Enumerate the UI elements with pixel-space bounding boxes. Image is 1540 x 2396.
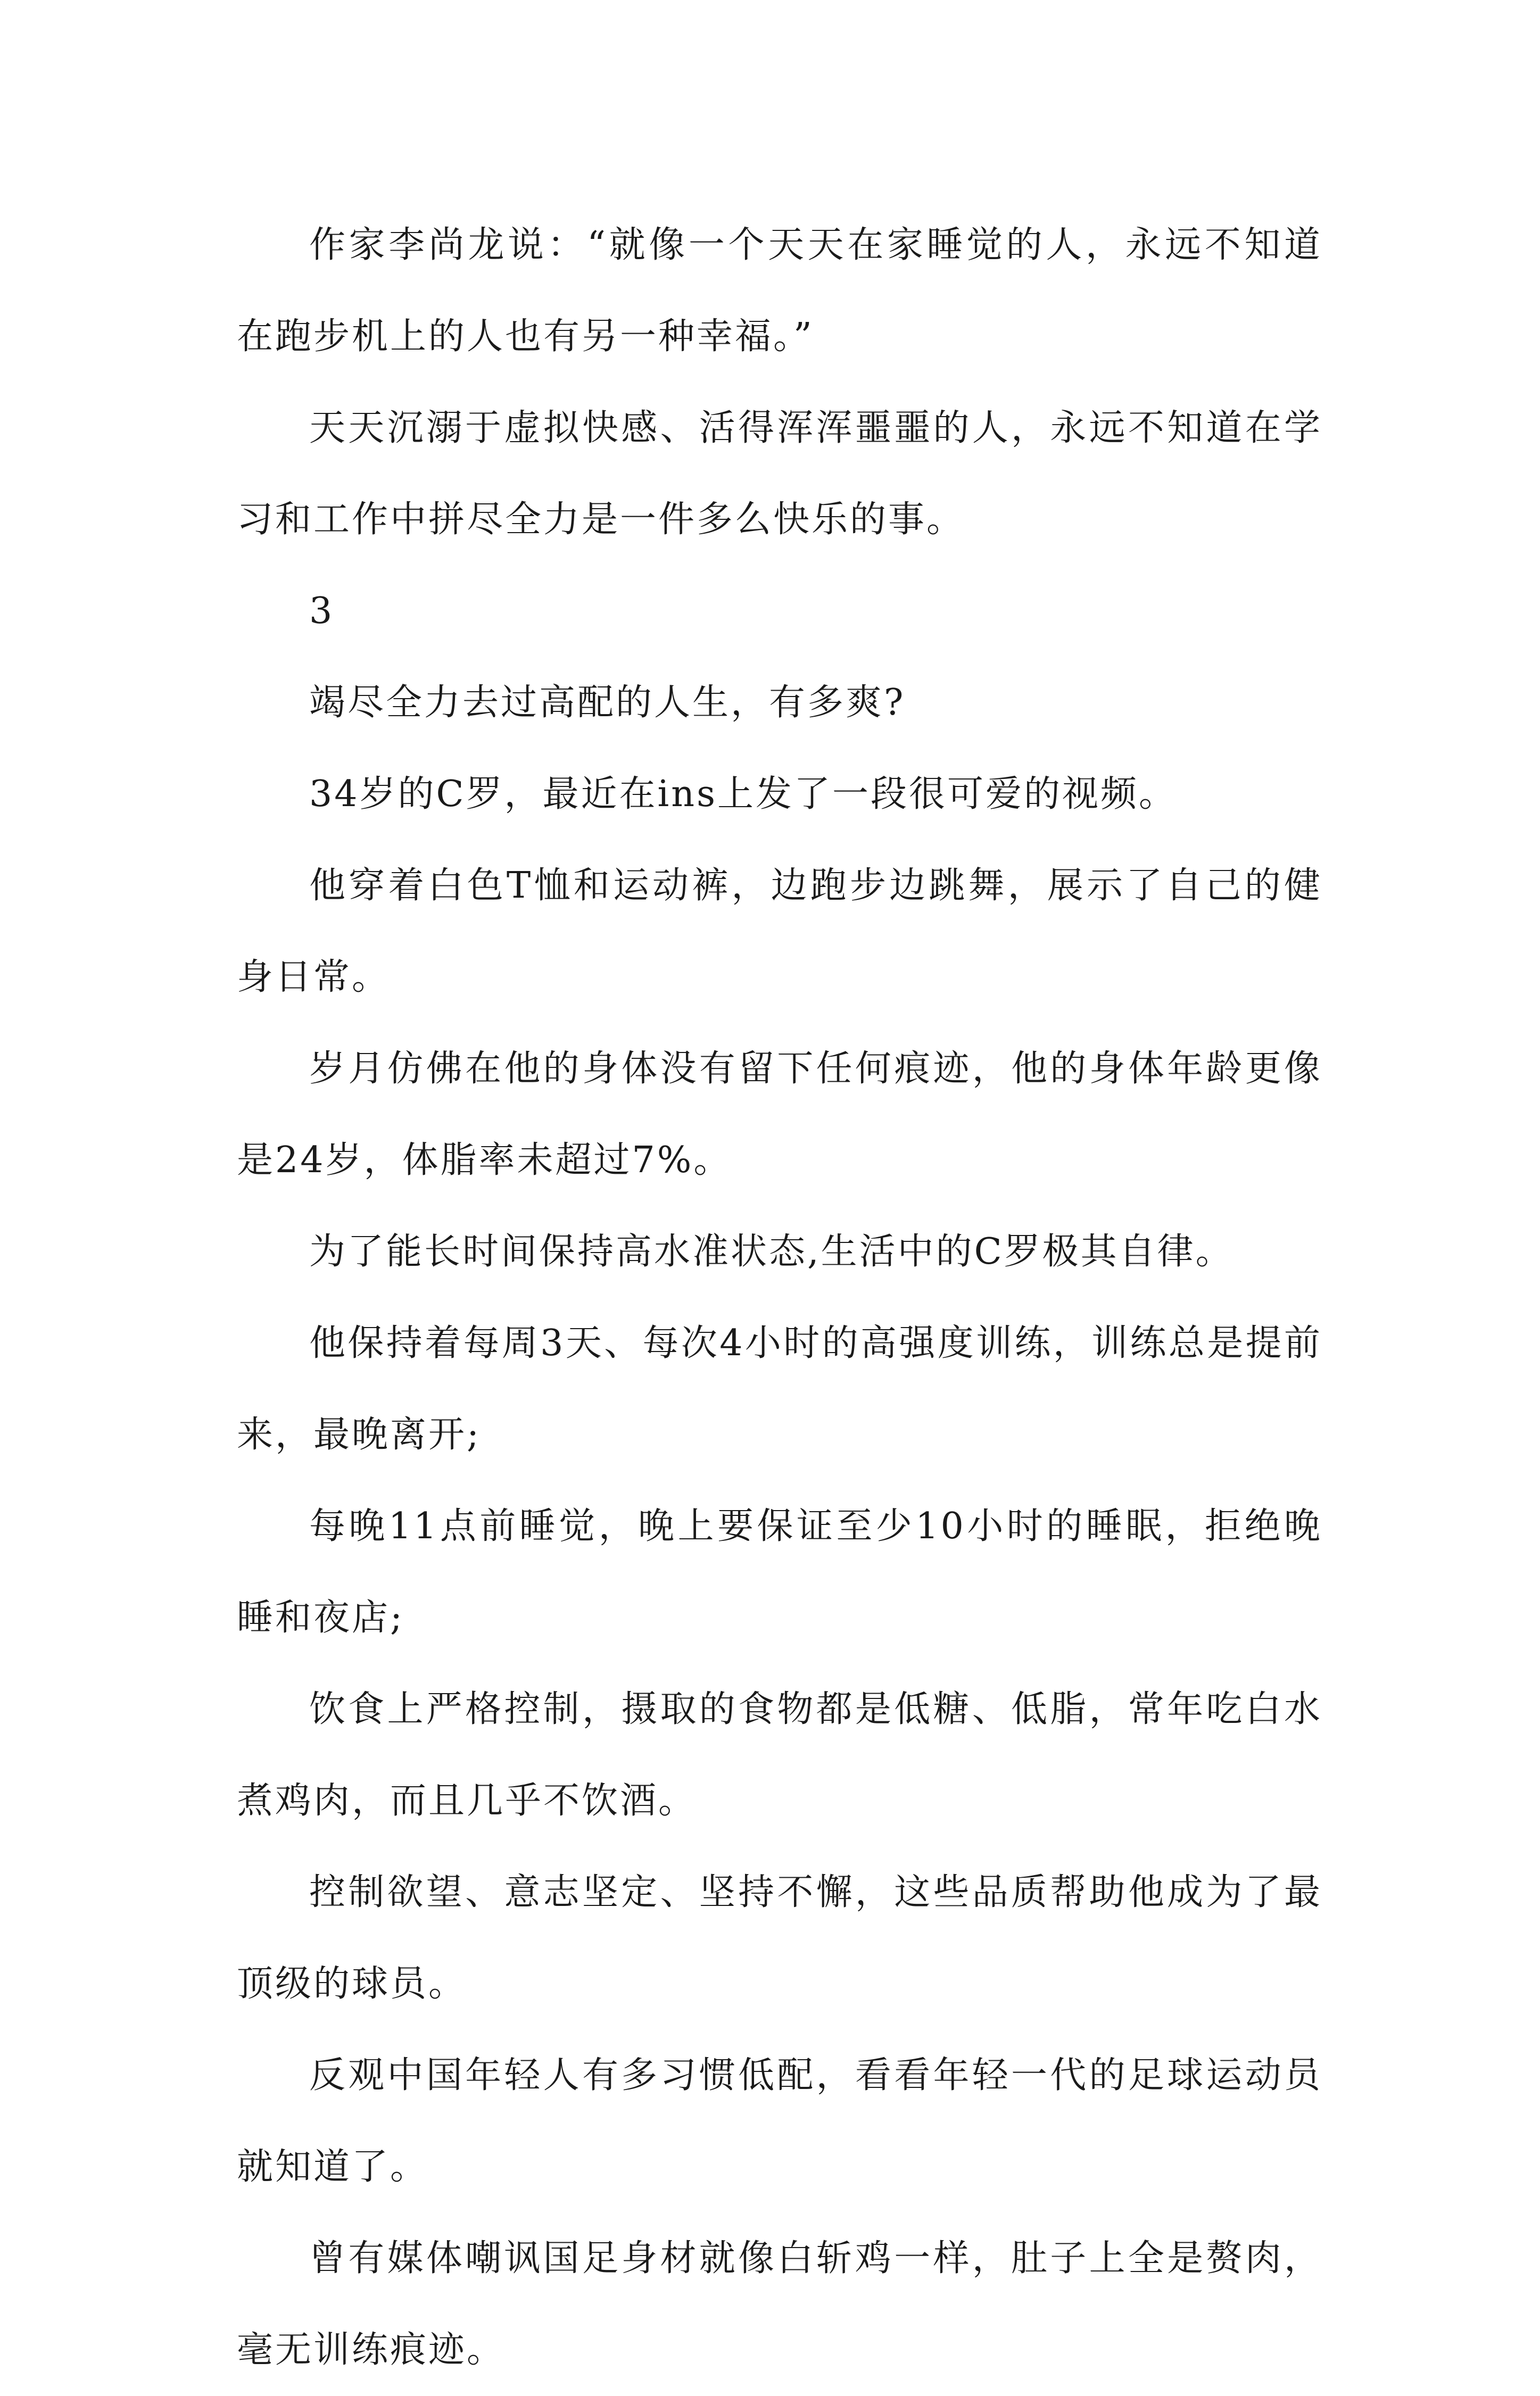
paragraph: 控制欲望、意志坚定、坚持不懈，这些品质帮助他成为了最顶级的球员。 — [237, 1871, 1322, 2005]
paragraph: 他穿着白色T恤和运动裤，边跑步边跳舞，展示了自己的健身日常。 — [237, 865, 1322, 998]
paragraph: 竭尽全力去过高配的人生，有多爽? — [309, 682, 906, 724]
paragraph: 每晚11点前睡觉，晚上要保证至少10小时的睡眠，拒绝晚睡和夜店; — [237, 1505, 1322, 1639]
paragraph: 反观中国年轻人有多习惯低配，看看年轻一代的足球运动员就知道了。 — [237, 2054, 1322, 2188]
paragraph: 他保持着每周3天、每次4小时的高强度训练，训练总是提前来，最晚离开; — [237, 1322, 1322, 1456]
paragraph: 饮食上严格控制，摄取的食物都是低糖、低脂，常年吃白水煮鸡肉，而且几乎不饮酒。 — [237, 1688, 1322, 1822]
paragraph: 天天沉溺于虚拟快感、活得浑浑噩噩的人，永远不知道在学习和工作中拼尽全力是一件多么快乐的事。 — [237, 407, 1322, 541]
paragraph: 为了能长时间保持高水准状态,生活中的C罗极其自律。 — [309, 1231, 1234, 1273]
section-number: 3 — [309, 590, 335, 632]
document-body — [237, 200, 1322, 2396]
paragraph: 曾有媒体嘲讽国足身材就像白斩鸡一样，肚子上全是赘肉，毫无训练痕迹。 — [237, 2237, 1322, 2371]
paragraph: 岁月仿佛在他的身体没有留下任何痕迹，他的身体年龄更像是24岁，体脂率未超过7%。 — [237, 1048, 1322, 1181]
paragraph: 34岁的C罗，最近在ins上发了一段很可爱的视频。 — [309, 773, 1177, 815]
paragraph: 作家李尚龙说：“就像一个天天在家睡觉的人，永远不知道在跑步机上的人也有另一种幸福。” — [237, 224, 1322, 358]
